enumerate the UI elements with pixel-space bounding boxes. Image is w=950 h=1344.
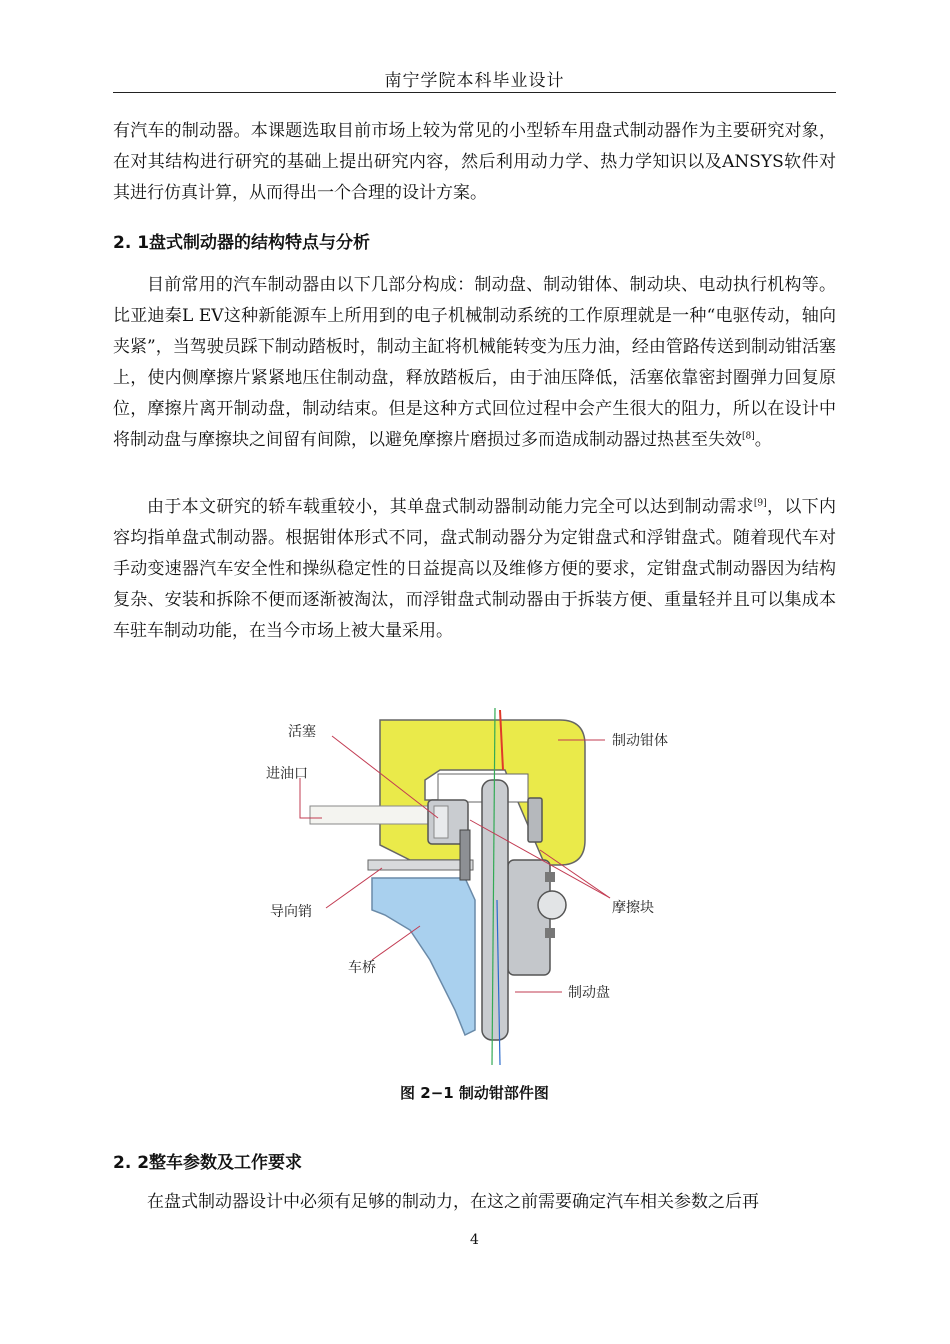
bracket-shape	[372, 878, 475, 1035]
inner-friction-pad	[460, 830, 470, 880]
citation-8: [8]	[742, 431, 755, 442]
label-disc: 制动盘	[568, 985, 610, 1001]
header-rule	[113, 92, 836, 93]
paragraph-types-text-b: ，以下内容均指单盘式制动器。根据钳体形式不同，盘式制动器分为定钳盘式和浮钳盘式。随着现代车对手动变速器汽车安全性和操纵稳定性的日益提高以及维修方便的要求，定钳盘式制动器因为结构复杂、安装和拆除不便而逐渐被淘汰，而浮钳盘式制动器由于拆装方便、重量轻并且可以集成本车驻车制动功能，在当今市场上被大量采用。	[113, 497, 836, 641]
paragraph-structure	[113, 270, 836, 456]
paragraph-types	[113, 492, 836, 647]
paragraph-parameters: 在盘式制动器设计中必须有足够的制动力，在这之前需要确定汽车相关参数之后再	[147, 1192, 759, 1212]
citation-9: [9]	[753, 498, 767, 509]
label-friction-block: 摩擦块	[612, 900, 654, 916]
hub-flange	[508, 860, 550, 975]
page-number: 4	[470, 1232, 479, 1248]
wheel-bolt-1	[545, 872, 555, 882]
oil-inlet-tube	[310, 806, 430, 824]
label-caliper: 制动钳体	[612, 733, 668, 749]
leader-axle	[372, 926, 420, 960]
label-piston: 活塞	[288, 724, 316, 740]
caliper-figure	[260, 700, 730, 1070]
guide-pin-shape	[368, 860, 473, 870]
page-header: 南宁学院本科毕业设计	[384, 71, 565, 91]
paragraph-structure-end: 。	[754, 430, 772, 450]
caliper-diagram	[260, 700, 730, 1070]
piston-highlight	[434, 806, 448, 838]
brake-disc-shape	[482, 780, 508, 1040]
outer-friction-pad	[528, 798, 542, 842]
paragraph-intro: 有汽车的制动器。本课题选取目前市场上较为常见的小型轿车用盘式制动器作为主要研究对象，在对其结构进行研究的基础上提出研究内容，然后利用动力学、热力学知识以及ANSYS软件对其进行仿真计算，从而得出一个合理的设计方案。	[113, 121, 836, 203]
paragraph-structure-text: 目前常用的汽车制动器由以下几部分构成：制动盘、制动钳体、制动块、电动执行机构等。比亚迪秦L EV这种新能源车上所用到的电子机械制动系统的工作原理就是一种“电驱传动，轴向夹紧”，当驾驶员踩下制动踏板时，制动主缸将机械能转变为压力油，经由管路传送到制动钳活塞上，使内侧摩擦片紧紧地压住制动盘，释放踏板后，由于油压降低，活塞依靠密封圈弹力回复原位，摩擦片离开制动盘，制动结束。但是这种方式回位过程中会产生很大的阻力，所以在设计中将制动盘与摩擦块之间留有间隙，以避免摩擦片磨损过多而造成制动器过热甚至失效	[113, 275, 836, 450]
figure-caption: 图 2−1 制动钳部件图	[400, 1084, 549, 1102]
paragraph-types-text-a: 由于本文研究的轿车载重较小，其单盘式制动器制动能力完全可以达到制动需求	[147, 497, 754, 517]
section-heading-2-1: 2. 1盘式制动器的结构特点与分析	[113, 233, 371, 253]
hub-center	[538, 891, 566, 919]
section-heading-2-2: 2. 2整车参数及工作要求	[113, 1153, 303, 1173]
wheel-bolt-2	[545, 928, 555, 938]
label-oil-inlet: 进油口	[266, 766, 308, 782]
label-guide-pin: 导向销	[270, 904, 312, 920]
label-axle: 车桥	[348, 960, 376, 976]
